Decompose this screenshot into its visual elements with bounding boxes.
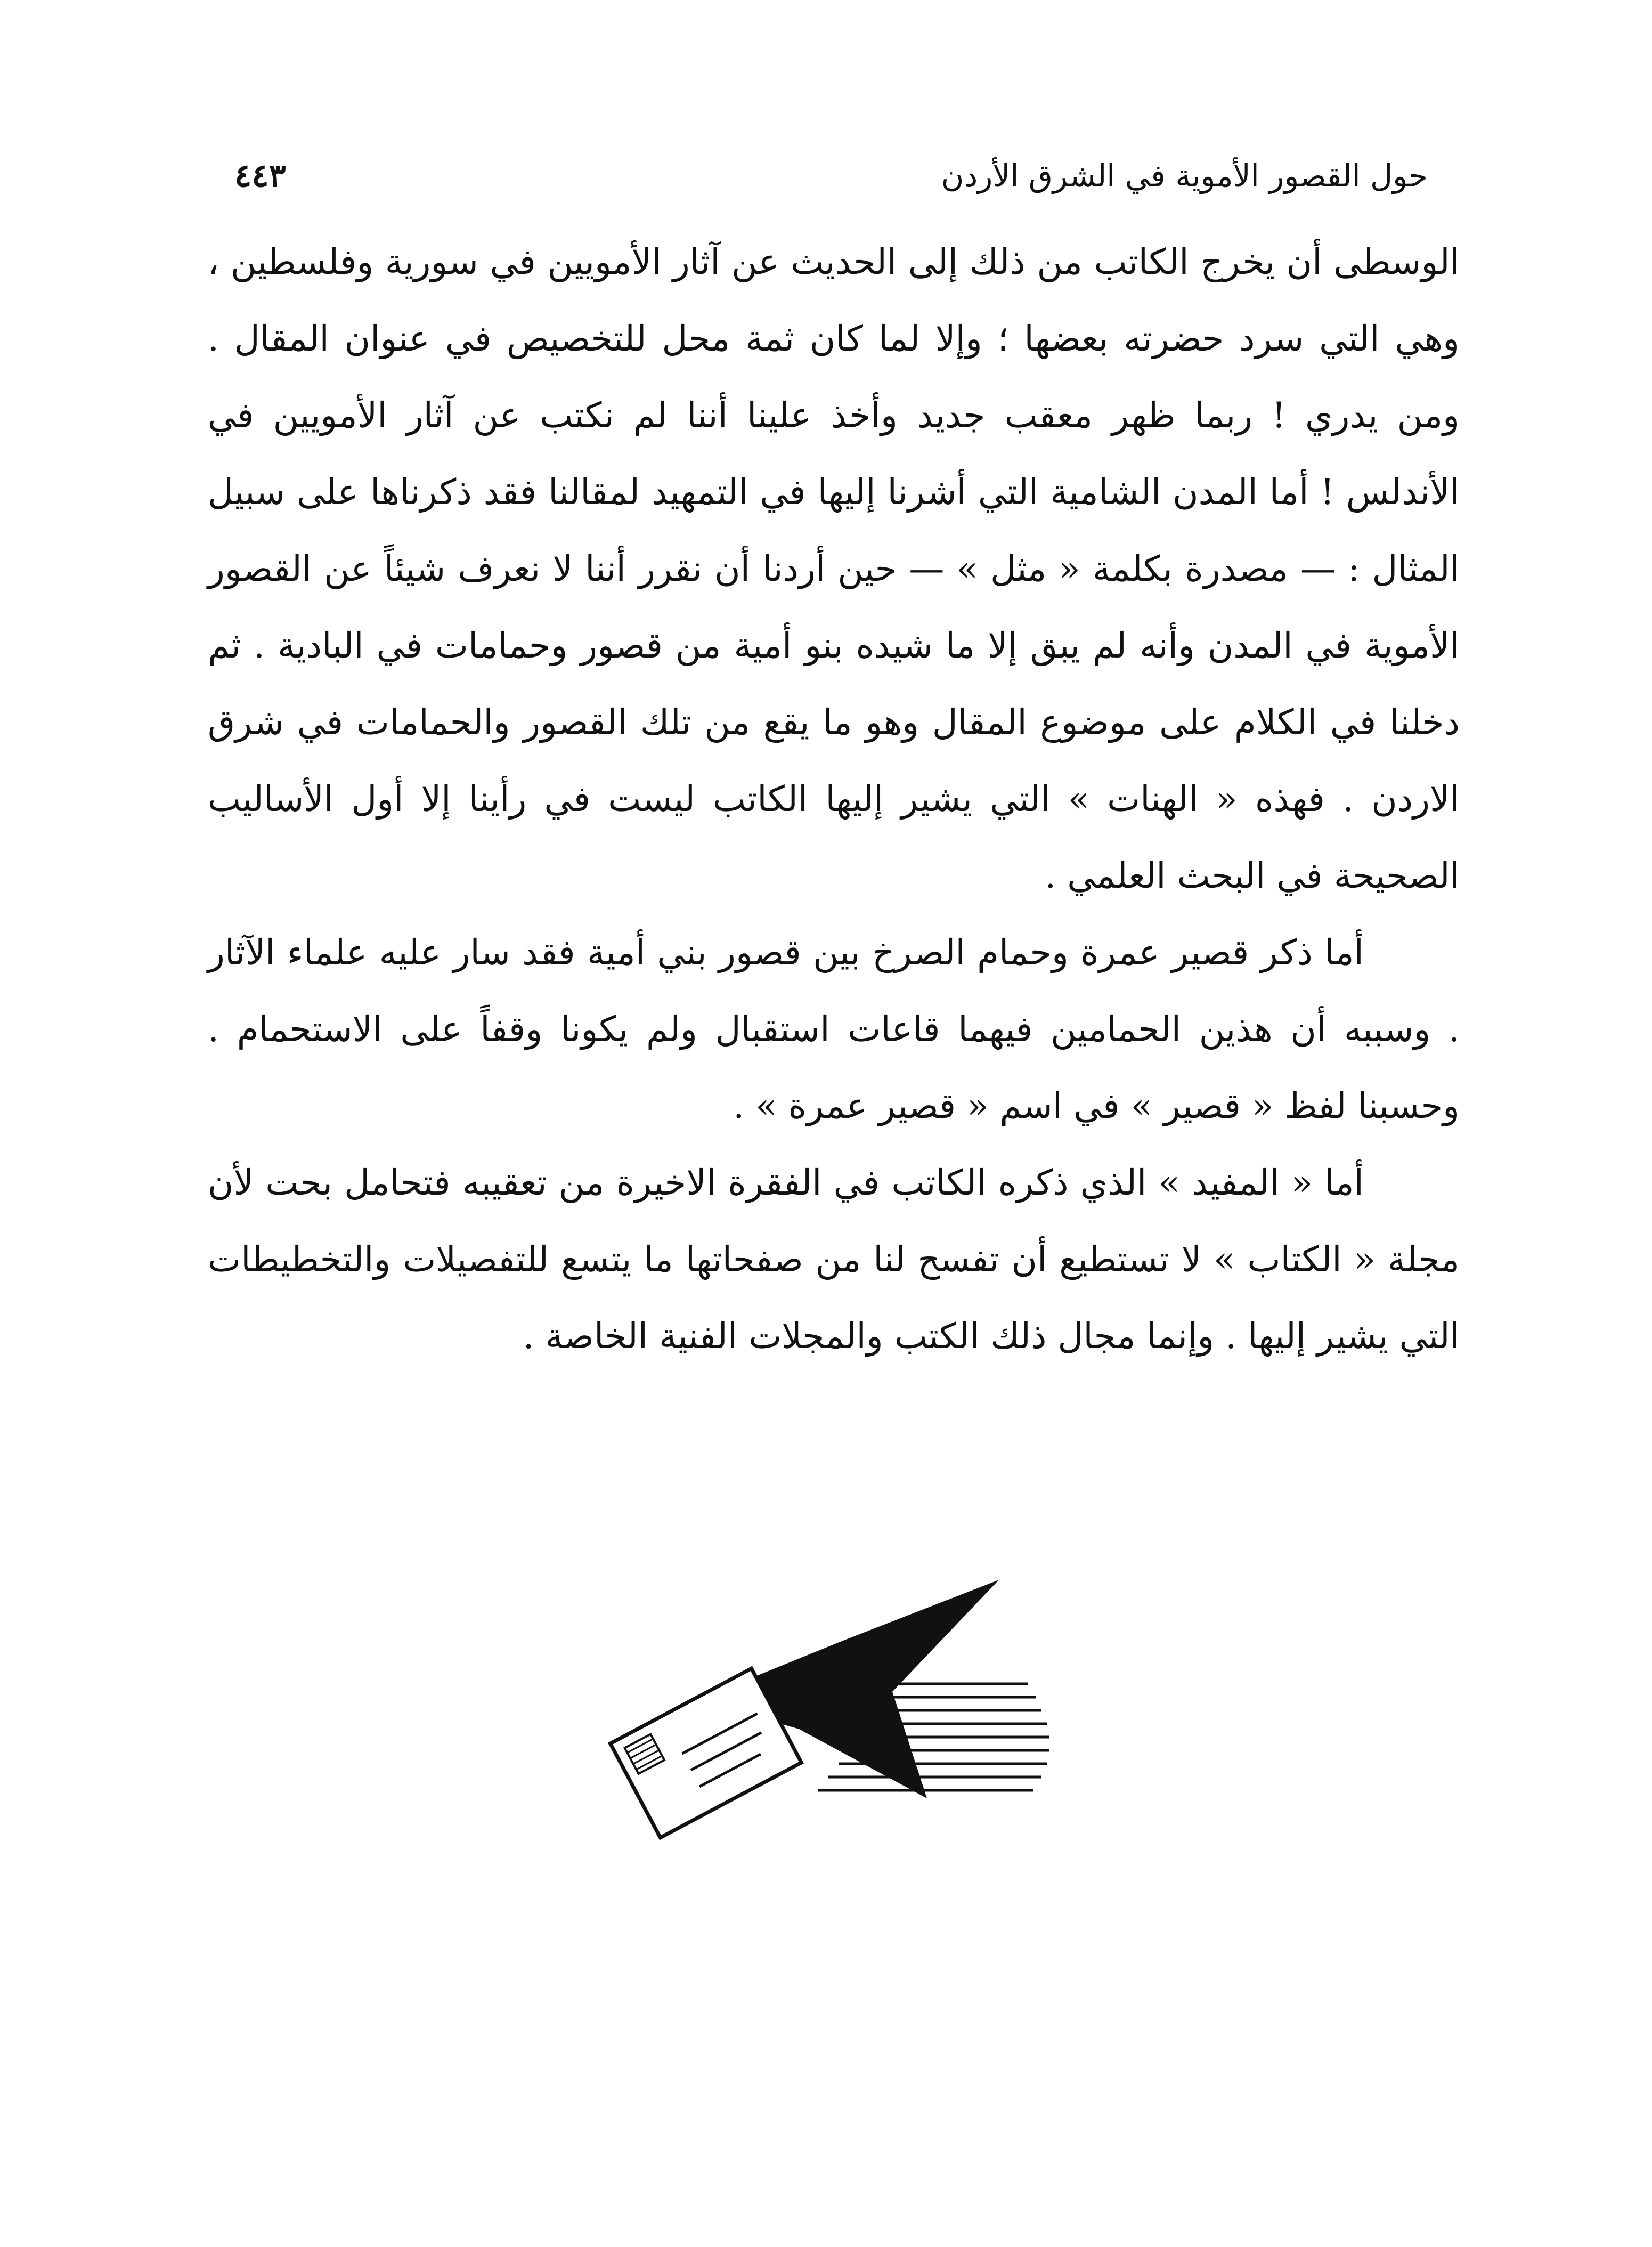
page-header [234,144,1428,208]
airmail-illustration [554,1561,1076,1849]
paragraph-2: أما ذكر قصير عمرة وحمام الصرخ بين قصور بني أمية فقد سار عليه علماء الآثار . وسببه أن هذين الحمامين فيهما قاعات استقبال ولم يكونا وقفاً على الاستحمام . وحسبنا لفظ « قصير » في اسم « قصير عمرة » . [208,932,1460,1126]
running-title: حول القصور الأموية في الشرق الأردن [941,158,1428,194]
airmail-envelope-icon [554,1561,1076,1849]
paragraph-3: أما « المفيد » الذي ذكره الكاتب في الفقرة الاخيرة من تعقيبه فتحامل بحت لأن مجلة « الكتاب » لا تستطيع أن تفسح لنا من صفحاتها ما يتسع للتفصيلات والتخطيطات التي يشير إليها . وإنما مجال ذلك الكتب والمجلات الفنية الخاصة . [208,1162,1460,1357]
article-body [208,224,1460,1375]
page-number: ٤٤٣ [234,157,286,194]
paragraph-1: الوسطى أن يخرج الكاتب من ذلك إلى الحديث عن آثار الأمويين في سورية وفلسطين ، وهي التي سرد حضرته بعضها ؛ وإلا لما كان ثمة محل للتخصيص في عنوان المقال . ومن يدري ! ربما ظهر معقب جديد وأخذ علينا أننا لم نكتب عن آثار الأمويين في الأندلس ! أما المدن الشامية التي أشرنا إليها في التمهيد لمقالنا فقد ذكرناها على سبيل المثال : — مصدرة بكلمة « مثل » — حين أردنا أن نقرر أننا لا نعرف شيئاً عن القصور الأموية في المدن وأنه لم يبق إلا ما شيده بنو أمية من قصور وحمامات في البادية . ثم دخلنا في الكلام على موضوع المقال وهو ما يقع من تلك القصور والحمامات في شرق الاردن . فهذه « الهنات » التي يشير إليها الكاتب ليست في رأينا إلا أول الأساليب الصحيحة في البحث العلمي . [208,241,1460,896]
